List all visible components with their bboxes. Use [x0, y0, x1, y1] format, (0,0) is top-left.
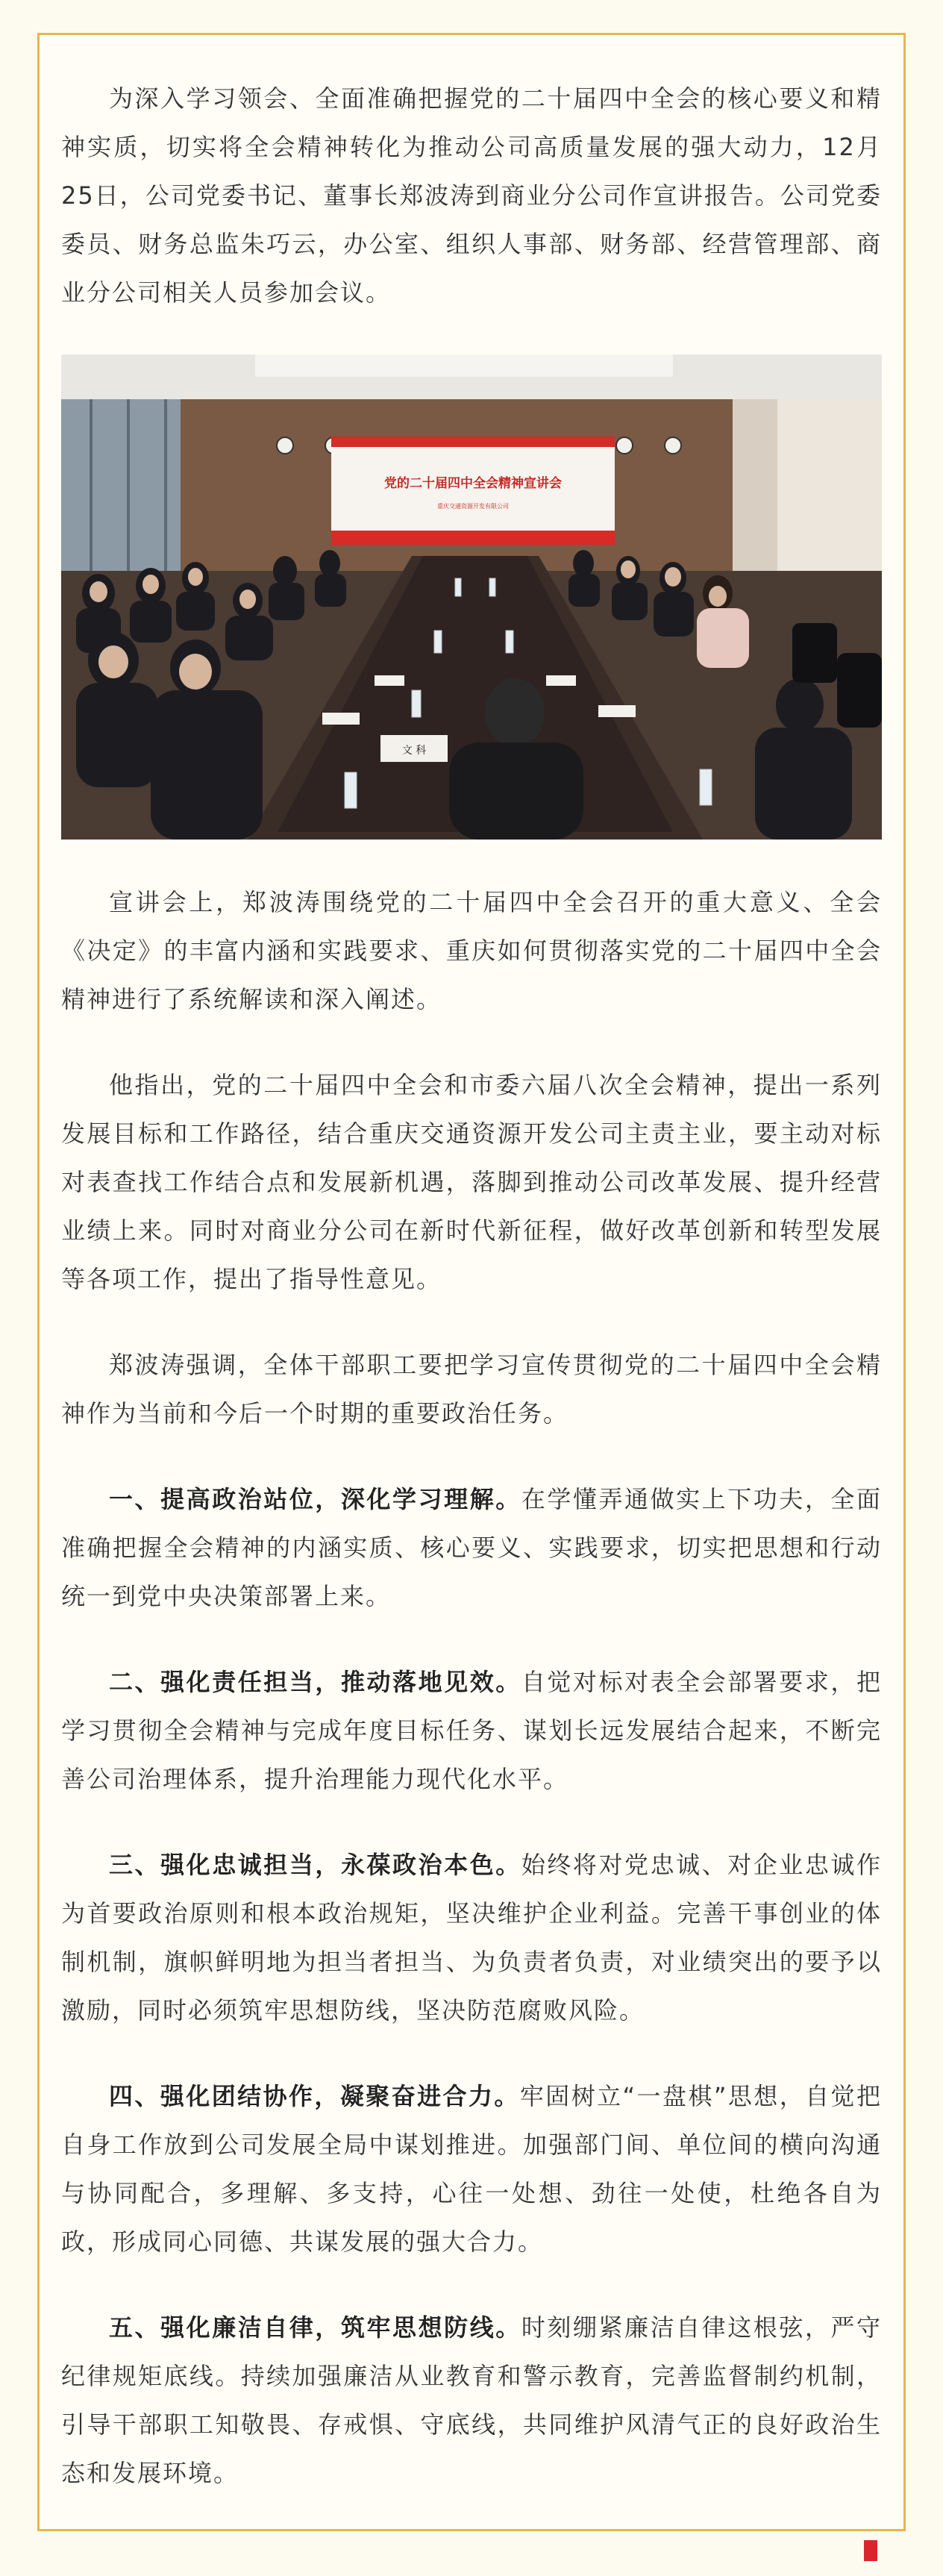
point-item	[61, 1841, 882, 2035]
point-body: 自觉对标对表全会部署要求，把学习贯彻全会精神与完成年度目标任务、谋划长远发展结合起来，不断完善公司治理体系，提升治理能力现代化水平。	[61, 1668, 882, 1793]
table-card: 文 科	[401, 745, 427, 757]
point-title: 四、强化团结协作，凝聚奋进合力。	[109, 2082, 520, 2110]
point-item	[61, 2072, 882, 2266]
point-body: 在学懂弄通做实上下功夫，全面准确把握全会精神的内涵实质、核心要义、实践要求，切实把思想和行动统一到党中央决策部署上来。	[61, 1485, 882, 1610]
point-title: 二、强化责任担当，推动落地见效。	[109, 1668, 521, 1696]
point-item	[61, 1658, 882, 1804]
point-title: 一、提高政治站位，深化学习理解。	[109, 1485, 521, 1513]
corner-decoration	[864, 2540, 877, 2561]
intro-paragraph: 为深入学习领会、全面准确把握党的二十届四中全会的核心要义和精神实质，切实将全会精神转化为推动公司高质量发展的强大动力，12月25日，公司党委书记、董事长郑波涛到商业分公司作宣讲报告。公司党委委员、财务总监朱巧云，办公室、组织人事部、财务部、经营管理部、商业分公司相关人员参加会议。	[61, 84, 882, 307]
paragraph-emphasis: 郑波涛强调，全体干部职工要把学习宣传贯彻党的二十届四中全会精神作为当前和今后一个时期的重要政治任务。	[61, 1351, 882, 1428]
point-title: 五、强化廉洁自律，筑牢思想防线。	[109, 2313, 521, 2342]
paragraph-significance: 宣讲会上，郑波涛围绕党的二十届四中全会召开的重大意义、全会《决定》的丰富内涵和实践要求、重庆如何贯彻落实党的二十届四中全会精神进行了系统解读和深入阐述。	[61, 888, 882, 1013]
point-item	[61, 1475, 882, 1621]
meeting-photo	[61, 354, 882, 840]
article-body	[61, 75, 882, 2535]
point-title: 三、强化忠诚担当，永葆政治本色。	[109, 1851, 521, 1879]
point-item	[61, 2304, 882, 2498]
banner-title: 党的二十届四中全会精神宣讲会	[384, 476, 562, 491]
paragraph-instructions: 他指出，党的二十届四中全会和市委六届八次全会精神，提出一系列发展目标和工作路径，结合重庆交通资源开发公司主责主业，要主动对标对表查找工作结合点和发展新机遇，落脚到推动公司改革发展、提升经营业绩上来。同时对商业分公司在新时代新征程，做好改革创新和转型发展等各项工作，提出了指导性意见。	[61, 1071, 882, 1293]
point-body: 始终将对党忠诚、对企业忠诚作为首要政治原则和根本政治规矩，坚决维护企业利益。完善干事创业的体制机制，旗帜鲜明地为担当者担当、为负责者负责，对业绩突出的要予以激励，同时必须筑牢思想防线，坚决防范腐败风险。	[61, 1851, 882, 2025]
point-body: 牢固树立“一盘棋”思想，自觉把自身工作放到公司发展全局中谋划推进。加强部门间、单位间的横向沟通与协同配合，多理解、多支持，心往一处想、劲往一处使，杜绝各自为政，形成同心同德、共谋发展的强大合力。	[61, 2082, 882, 2256]
point-body: 时刻绷紧廉洁自律这根弦，严守纪律规矩底线。持续加强廉洁从业教育和警示教育，完善监督制约机制，引导干部职工知敬畏、存戒惧、守底线，共同维护风清气正的良好政治生态和发展环境。	[61, 2313, 882, 2487]
banner-subtitle: 重庆交通资源开发有限公司	[437, 503, 509, 510]
